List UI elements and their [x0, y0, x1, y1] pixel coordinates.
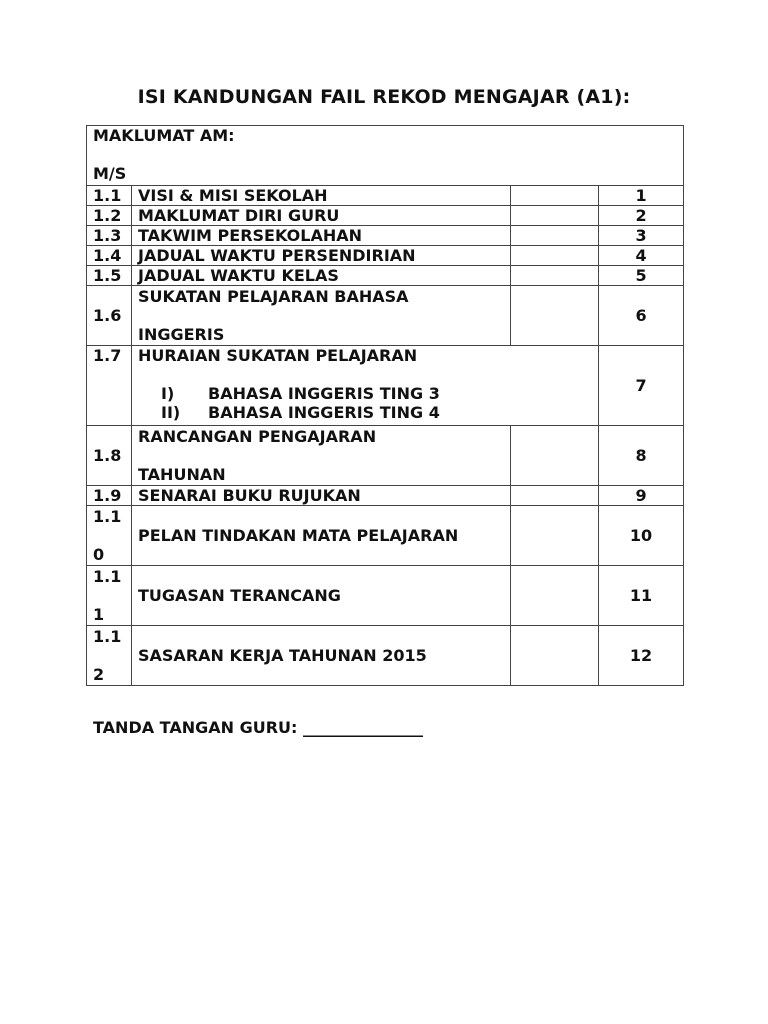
row-item: MAKLUMAT DIRI GURU: [132, 206, 511, 226]
subitem: [138, 384, 598, 403]
row-item: SENARAI BUKU RUJUKAN: [132, 486, 511, 506]
subitem-text: BAHASA INGGERIS TING 3: [208, 384, 440, 403]
row-item: [132, 346, 599, 426]
row-item-line: RANCANGAN PENGAJARAN: [138, 427, 377, 446]
row-blank: [511, 226, 599, 246]
document-title: ISI KANDUNGAN FAIL REKOD MENGAJAR (A1):: [137, 86, 631, 108]
table-row: [87, 426, 684, 486]
teacher-signature-line: TANDA TANGAN GURU: _______________: [93, 718, 424, 737]
row-item: PELAN TINDAKAN MATA PELAJARAN: [132, 506, 511, 566]
header-label: MAKLUMAT AM:: [93, 126, 235, 145]
row-blank: [511, 486, 599, 506]
row-number: [87, 626, 132, 686]
row-item: JADUAL WAKTU KELAS: [132, 266, 511, 286]
row-item: TUGASAN TERANCANG: [132, 566, 511, 626]
table-row: [87, 226, 684, 246]
table-row: [87, 186, 684, 206]
row-number-line: 1.1: [93, 627, 122, 646]
row-number: 1.1: [87, 186, 132, 206]
table-row: [87, 486, 684, 506]
row-blank: [511, 206, 599, 226]
row-number-line: 2: [93, 665, 105, 684]
table-row: [87, 266, 684, 286]
row-number: [87, 566, 132, 626]
row-number: 1.4: [87, 246, 132, 266]
row-item: [132, 426, 511, 486]
row-number-line: 1: [93, 605, 105, 624]
row-item-line: SUKATAN PELAJARAN BAHASA: [138, 287, 409, 306]
row-number: 1.6: [87, 286, 132, 346]
row-page: 3: [599, 226, 684, 246]
row-page: 11: [599, 566, 684, 626]
header-ms: M/S: [93, 164, 127, 183]
row-number: 1.3: [87, 226, 132, 246]
row-number: 1.9: [87, 486, 132, 506]
row-item: [132, 286, 511, 346]
table-header-row: [87, 126, 684, 186]
table-row: [87, 206, 684, 226]
row-number: 1.7: [87, 346, 132, 426]
table-row: [87, 246, 684, 266]
subitem: [138, 403, 598, 422]
row-item: JADUAL WAKTU PERSENDIRIAN: [132, 246, 511, 266]
row-number: 1.2: [87, 206, 132, 226]
row-page: 7: [599, 346, 684, 426]
row-page: 9: [599, 486, 684, 506]
row-number-line: 1.1: [93, 567, 122, 586]
row-page: 8: [599, 426, 684, 486]
subitem-roman: I): [161, 384, 175, 403]
row-page: 4: [599, 246, 684, 266]
table-row: [87, 566, 684, 626]
row-number: 1.8: [87, 426, 132, 486]
row-blank: [511, 266, 599, 286]
row-item-line: INGGERIS: [138, 325, 225, 344]
header-cell: [87, 126, 684, 186]
contents-table: [86, 125, 684, 686]
subitem-text: BAHASA INGGERIS TING 4: [208, 403, 440, 422]
row-blank: [511, 426, 599, 486]
row-blank: [511, 626, 599, 686]
row-item-line: TAHUNAN: [138, 465, 226, 484]
row-item: SASARAN KERJA TAHUNAN 2015: [132, 626, 511, 686]
row-blank: [511, 506, 599, 566]
row-blank: [511, 286, 599, 346]
row-number: [87, 506, 132, 566]
row-item-line: HURAIAN SUKATAN PELAJARAN: [138, 346, 418, 365]
table-row: [87, 346, 684, 426]
row-number: 1.5: [87, 266, 132, 286]
row-page: 6: [599, 286, 684, 346]
row-blank: [511, 246, 599, 266]
row-page: 10: [599, 506, 684, 566]
row-blank: [511, 566, 599, 626]
row-page: 5: [599, 266, 684, 286]
subitem-roman: II): [161, 403, 181, 422]
row-page: 12: [599, 626, 684, 686]
row-page: 1: [599, 186, 684, 206]
table-row: [87, 286, 684, 346]
row-blank: [511, 186, 599, 206]
row-number-line: 0: [93, 545, 105, 564]
table-row: [87, 506, 684, 566]
table-row: [87, 626, 684, 686]
row-item: TAKWIM PERSEKOLAHAN: [132, 226, 511, 246]
row-item: VISI & MISI SEKOLAH: [132, 186, 511, 206]
row-number-line: 1.1: [93, 507, 122, 526]
row-page: 2: [599, 206, 684, 226]
